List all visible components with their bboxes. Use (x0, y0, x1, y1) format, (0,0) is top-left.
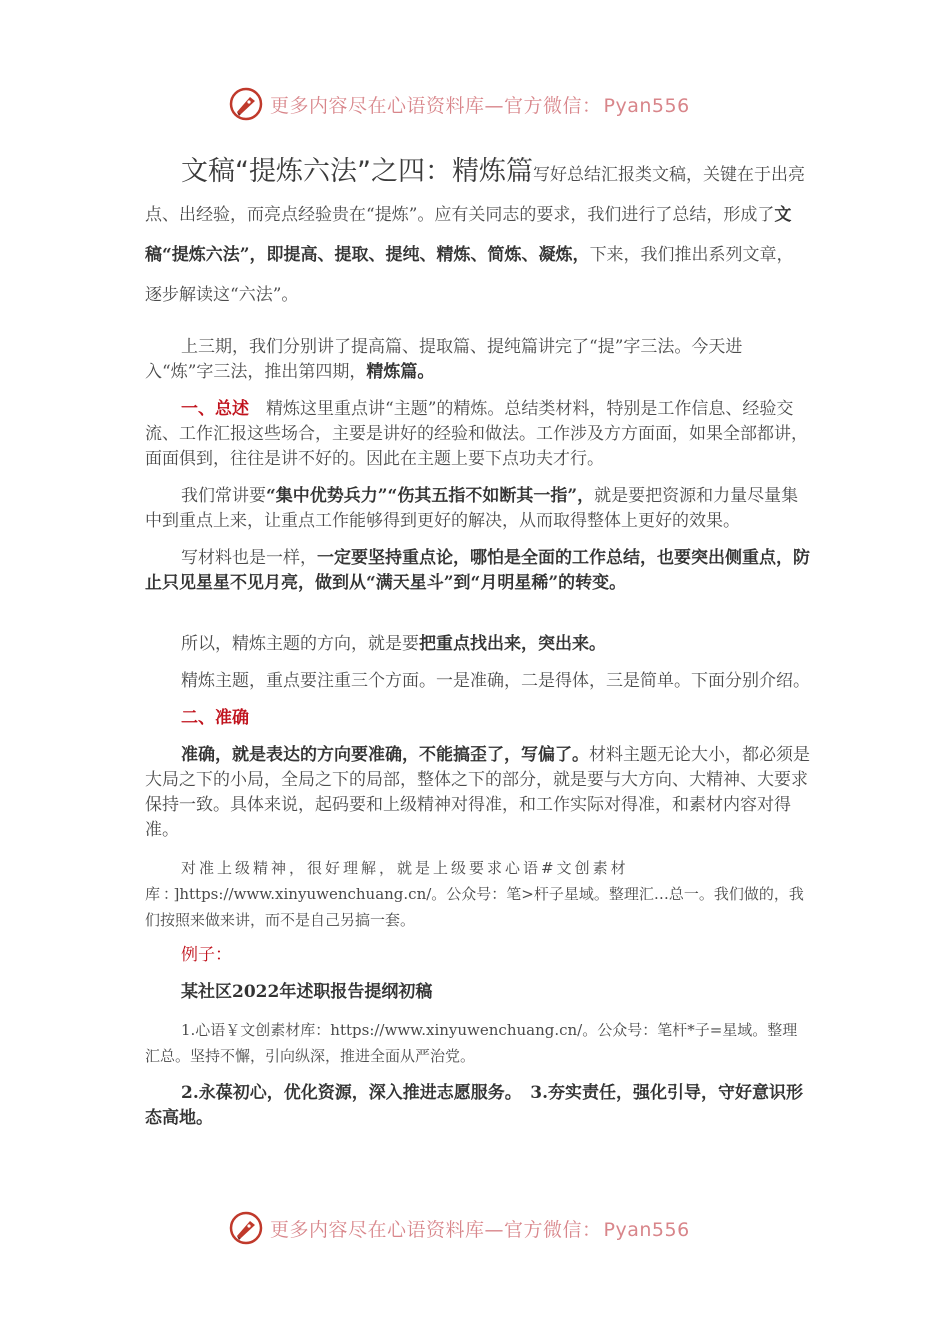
watermark-text: 更多内容尽在心语资料库—官方微信： Pyan556 (270, 94, 690, 117)
example-item-2-3: 2.永葆初心，优化资源，深入推进志愿服务。 3.夯实责任，强化引导，守好意识形态高地。 (145, 1083, 803, 1128)
example-label: 例子： (181, 945, 232, 965)
paragraph-accuracy: 准确，就是表达的方向要准确，不能搞歪了，写偏了。材料主题无论大小，都必须是大局之下的小局，全局之下的局部，整体之下的部分，就是要与大方向、大精神、大要求保持一致。具体来说，起码要和上级精神对得准，和工作实际对得准，和素材内容对得准。 (145, 745, 810, 840)
footer-watermark (228, 1208, 690, 1248)
document-title: 文稿“提炼六法”之四：精炼篇 (181, 156, 533, 187)
pen-nib-icon (228, 1210, 264, 1246)
paragraph-previous-issues: 上三期，我们分别讲了提高篇、提取篇、提纯篇讲完了“提”字三法。今天进入“炼”字三法，推出第四期，精炼篇。 (145, 337, 743, 382)
paragraph-writing-focus: 写材料也是一样，一定要坚持重点论，哪怕是全面的工作总结，也要突出侧重点，防止只见星星不见月亮，做到从“满天星斗”到“月明星稀”的转变。 (145, 548, 810, 593)
paragraph-direction: 所以，精炼主题的方向，就是要把重点找出来，突出来。 (181, 634, 606, 654)
paragraph-three-aspects: 精炼主题，重点要注重三个方面。一是准确，二是得体，三是简单。下面分别介绍。 (181, 671, 810, 691)
header-watermark (228, 84, 690, 124)
section-overview: 一、总述 精炼这里重点讲“主题”的精炼。总结类材料，特别是工作信息、经验交流、工作汇报这些场合，主要是讲好的经验和做法。工作涉及方方面面，如果全部都讲，面面俱到，往往是讲不好的。因此在主题上要下点功夫才行。 (145, 399, 808, 469)
paragraph-focus: 我们常讲要“集中优势兵力”“伤其五指不如断其一指”，就是要把资源和力量尽量集中到重点上来，让重点工作能够得到更好的解决，从而取得整体上更好的效果。 (145, 486, 799, 531)
paragraph-superior-spirit: 对准上级精神，很好理解，就是上级要求心语#文创素材库：]https://www.xinyuwenchuang.cn/。公众号：笔>杆子星域。整理汇…总一。我们做的，我们按照来做来讲，而不是自己另搞一套。 (145, 859, 804, 929)
pen-nib-icon (228, 86, 264, 122)
intro-paragraph: 文稿“提炼六法”之四：精炼篇写好总结汇报类文稿，关键在于出亮点、出经验，而亮点经验贵在“提炼”。应有关同志的要求，我们进行了总结，形成了文稿“提炼六法”，即提高、提取、提纯、精炼、简炼、凝炼，下来，我们推出系列文章，逐步解读这“六法”。 (145, 156, 805, 305)
section-heading-accuracy: 二、准确 (181, 708, 249, 728)
example-item-1: 1.心语￥文创素材库：https://www.xinyuwenchuang.cn/。公众号：笔杆*子=星域。整理汇总。坚持不懈，引向纵深，推进全面从严治党。 (145, 1021, 798, 1065)
example-title: 某社区2022年述职报告提纲初稿 (181, 982, 433, 1002)
section-heading-overview: 一、总述 (181, 399, 249, 419)
document-body (145, 152, 810, 1131)
watermark-text: 更多内容尽在心语资料库—官方微信： Pyan556 (270, 1218, 690, 1241)
